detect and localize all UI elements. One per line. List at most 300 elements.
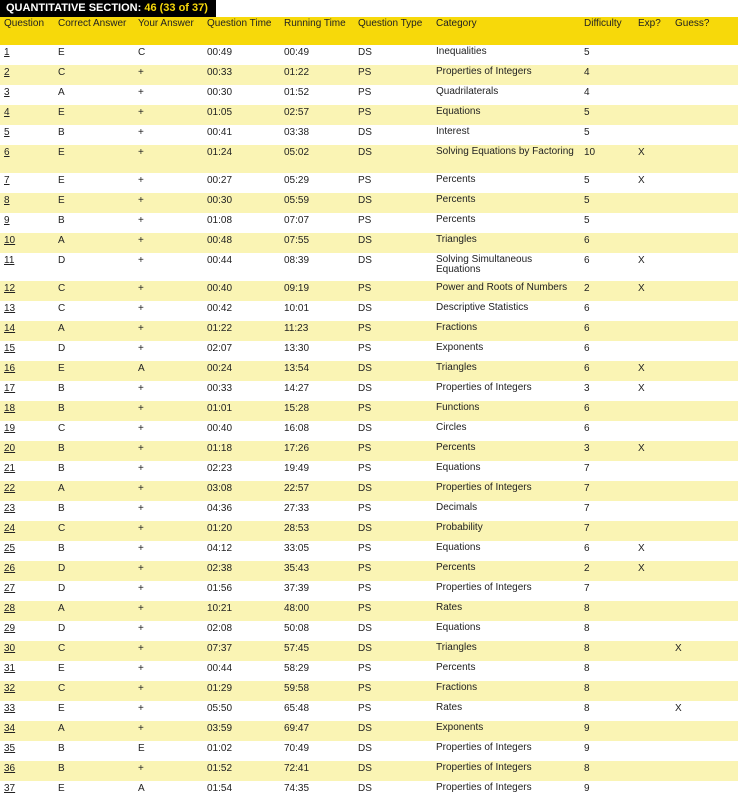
question-type-cell: DS: [358, 723, 372, 734]
guess-flag-cell: [671, 681, 738, 701]
explanation-flag-cell: [634, 661, 671, 681]
question-cell: [0, 65, 54, 85]
question-cell: [0, 401, 54, 421]
question-cell: [0, 45, 54, 65]
your-answer-cell: +: [138, 323, 144, 334]
question-cell: [0, 481, 54, 501]
question-cell: [0, 761, 54, 781]
correct-answer-cell: A: [58, 323, 65, 334]
running-time-cell: 05:02: [284, 147, 310, 158]
running-time-cell: 09:19: [284, 283, 310, 294]
correct-answer-cell: B: [58, 383, 65, 394]
category-cell: Power and Roots of Numbers: [436, 282, 568, 293]
running-time-cell: 17:26: [284, 443, 310, 454]
table-row: [0, 105, 738, 125]
category-cell: Interest: [436, 126, 470, 137]
category-cell: Properties of Integers: [436, 742, 532, 753]
correct-answer-cell: B: [58, 543, 65, 554]
question-time-cell: 00:40: [207, 423, 233, 434]
difficulty-cell: 6: [584, 423, 590, 434]
question-link[interactable]: 9: [4, 215, 10, 226]
question-time-cell: 05:50: [207, 703, 233, 714]
category-cell: Rates: [436, 702, 463, 713]
table-row: [0, 361, 738, 381]
guess-flag-cell: [671, 481, 738, 501]
question-type-cell: PS: [358, 323, 372, 334]
your-answer-cell: +: [138, 583, 144, 594]
question-cell: [0, 105, 54, 125]
question-link[interactable]: 27: [4, 583, 16, 594]
question-cell: [0, 341, 54, 361]
correct-answer-cell: D: [58, 623, 66, 634]
table-row: [0, 441, 738, 461]
question-type-cell: PS: [358, 543, 372, 554]
question-link[interactable]: 21: [4, 463, 16, 474]
running-time-cell: 19:49: [284, 463, 310, 474]
question-time-cell: 00:44: [207, 255, 233, 266]
running-time-cell: 33:05: [284, 543, 310, 554]
guess-flag-cell: X: [675, 643, 682, 654]
running-time-cell: 07:55: [284, 235, 310, 246]
your-answer-cell: +: [138, 663, 144, 674]
correct-answer-cell: E: [58, 147, 65, 158]
category-cell: Percents: [436, 214, 476, 225]
your-answer-cell: A: [138, 363, 145, 374]
question-link[interactable]: 1: [4, 47, 10, 58]
running-time-cell: 69:47: [284, 723, 310, 734]
category-cell: Circles: [436, 422, 467, 433]
question-cell: [0, 561, 54, 581]
question-cell: [0, 521, 54, 541]
your-answer-cell: +: [138, 503, 144, 514]
guess-flag-cell: [671, 301, 738, 321]
your-answer-cell: +: [138, 195, 144, 206]
question-time-cell: 00:24: [207, 363, 233, 374]
question-link[interactable]: 28: [4, 603, 16, 614]
question-time-cell: 03:59: [207, 723, 233, 734]
correct-answer-cell: D: [58, 583, 66, 594]
question-cell: [0, 361, 54, 381]
question-link[interactable]: 30: [4, 643, 16, 654]
question-time-cell: 01:24: [207, 147, 233, 158]
question-link[interactable]: 36: [4, 763, 16, 774]
running-time-cell: 02:57: [284, 107, 310, 118]
guess-flag-cell: [671, 253, 738, 281]
difficulty-cell: 5: [584, 175, 590, 186]
question-time-cell: 03:08: [207, 483, 233, 494]
category-cell: Fractions: [436, 682, 478, 693]
question-cell: [0, 661, 54, 681]
category-cell: Exponents: [436, 342, 484, 353]
question-cell: [0, 213, 54, 233]
guess-flag-cell: [671, 233, 738, 253]
question-type-cell: PS: [358, 107, 372, 118]
difficulty-cell: 5: [584, 127, 590, 138]
explanation-flag-cell: [634, 65, 671, 85]
guess-flag-cell: [671, 561, 738, 581]
your-answer-cell: +: [138, 255, 144, 266]
difficulty-cell: 7: [584, 523, 590, 534]
question-link[interactable]: 26: [4, 563, 16, 574]
explanation-flag-cell: [634, 721, 671, 741]
question-link[interactable]: 37: [4, 783, 16, 794]
question-type-cell: DS: [358, 47, 372, 58]
difficulty-cell: 2: [584, 563, 590, 574]
your-answer-cell: +: [138, 303, 144, 314]
running-time-cell: 74:35: [284, 783, 310, 794]
difficulty-cell: 6: [584, 363, 590, 374]
question-type-cell: PS: [358, 683, 372, 694]
explanation-flag-cell: [634, 321, 671, 341]
table-row: [0, 45, 738, 65]
explanation-flag-cell: X: [638, 175, 645, 186]
your-answer-cell: +: [138, 147, 144, 158]
col-header-question-time: Question Time: [207, 18, 272, 29]
question-link[interactable]: 11: [4, 255, 15, 266]
explanation-flag-cell: X: [638, 443, 645, 454]
question-link[interactable]: 6: [4, 147, 10, 158]
difficulty-cell: 7: [584, 483, 590, 494]
question-link[interactable]: 8: [4, 195, 10, 206]
question-type-cell: PS: [358, 87, 372, 98]
running-time-cell: 05:59: [284, 195, 310, 206]
results-table: [0, 17, 738, 801]
your-answer-cell: C: [138, 47, 146, 58]
question-cell: [0, 301, 54, 321]
your-answer-cell: E: [138, 743, 145, 754]
question-type-cell: DS: [358, 383, 372, 394]
explanation-flag-cell: X: [638, 563, 645, 574]
question-time-cell: 04:36: [207, 503, 233, 514]
guess-flag-cell: [671, 125, 738, 145]
your-answer-cell: +: [138, 283, 144, 294]
question-cell: [0, 281, 54, 301]
explanation-flag-cell: [634, 681, 671, 701]
explanation-flag-cell: [634, 341, 671, 361]
explanation-flag-cell: [634, 781, 671, 801]
explanation-flag-cell: [634, 421, 671, 441]
question-cell: [0, 741, 54, 761]
question-link[interactable]: 14: [4, 323, 16, 334]
running-time-cell: 03:38: [284, 127, 310, 138]
question-cell: [0, 381, 54, 401]
correct-answer-cell: C: [58, 523, 66, 534]
question-time-cell: 00:33: [207, 383, 233, 394]
question-type-cell: PS: [358, 463, 372, 474]
explanation-flag-cell: [634, 125, 671, 145]
your-answer-cell: +: [138, 107, 144, 118]
your-answer-cell: +: [138, 423, 144, 434]
question-link[interactable]: 2: [4, 67, 10, 78]
guess-flag-cell: [671, 173, 738, 193]
table-row: [0, 561, 738, 581]
category-cell: Rates: [436, 602, 463, 613]
question-type-cell: DS: [358, 783, 372, 794]
question-time-cell: 00:33: [207, 67, 233, 78]
category-cell: Properties of Integers: [436, 382, 532, 393]
question-link[interactable]: 24: [4, 523, 16, 534]
correct-answer-cell: B: [58, 403, 65, 414]
table-header-row: [0, 17, 738, 45]
running-time-cell: 01:22: [284, 67, 310, 78]
guess-flag-cell: [671, 521, 738, 541]
guess-flag-cell: [671, 721, 738, 741]
question-type-cell: PS: [358, 503, 372, 514]
question-link[interactable]: 18: [4, 403, 16, 414]
question-time-cell: 00:48: [207, 235, 233, 246]
table-row: [0, 661, 738, 681]
question-time-cell: 10:21: [207, 603, 233, 614]
running-time-cell: 70:49: [284, 743, 310, 754]
category-cell: Quadrilaterals: [436, 86, 499, 97]
explanation-flag-cell: [634, 741, 671, 761]
your-answer-cell: +: [138, 67, 144, 78]
correct-answer-cell: B: [58, 127, 65, 138]
running-time-cell: 14:27: [284, 383, 310, 394]
difficulty-cell: 6: [584, 303, 590, 314]
table-row: [0, 701, 738, 721]
category-cell: Inequalities: [436, 46, 487, 57]
explanation-flag-cell: [634, 701, 671, 721]
section-title: QUANTITATIVE SECTION:: [6, 2, 142, 14]
question-link[interactable]: 16: [4, 363, 16, 374]
guess-flag-cell: [671, 621, 738, 641]
question-time-cell: 02:07: [207, 343, 233, 354]
your-answer-cell: +: [138, 683, 144, 694]
table-row: [0, 401, 738, 421]
category-cell: Equations: [436, 542, 481, 553]
difficulty-cell: 8: [584, 623, 590, 634]
explanation-flag-cell: [634, 85, 671, 105]
difficulty-cell: 6: [584, 543, 590, 554]
question-cell: [0, 193, 54, 213]
question-cell: [0, 601, 54, 621]
your-answer-cell: +: [138, 87, 144, 98]
your-answer-cell: +: [138, 127, 144, 138]
guess-flag-cell: [671, 461, 738, 481]
running-time-cell: 15:28: [284, 403, 310, 414]
your-answer-cell: +: [138, 703, 144, 714]
category-cell: Properties of Integers: [436, 762, 532, 773]
question-time-cell: 00:40: [207, 283, 233, 294]
explanation-flag-cell: [634, 213, 671, 233]
table-row: [0, 253, 738, 281]
question-type-cell: PS: [358, 283, 372, 294]
difficulty-cell: 6: [584, 403, 590, 414]
running-time-cell: 07:07: [284, 215, 310, 226]
category-cell: Solving Simultaneous Equations: [436, 254, 533, 275]
question-type-cell: PS: [358, 403, 372, 414]
question-time-cell: 01:29: [207, 683, 233, 694]
question-type-cell: PS: [358, 663, 372, 674]
guess-flag-cell: [671, 213, 738, 233]
question-cell: [0, 145, 54, 173]
question-link[interactable]: 29: [4, 623, 16, 634]
question-type-cell: DS: [358, 763, 372, 774]
table-row: [0, 281, 738, 301]
question-time-cell: 07:37: [207, 643, 233, 654]
question-type-cell: PS: [358, 67, 372, 78]
category-cell: Equations: [436, 106, 481, 117]
guess-flag-cell: [671, 361, 738, 381]
table-row: [0, 65, 738, 85]
question-type-cell: DS: [358, 195, 372, 206]
guess-flag-cell: [671, 421, 738, 441]
correct-answer-cell: A: [58, 603, 65, 614]
explanation-flag-cell: [634, 105, 671, 125]
correct-answer-cell: C: [58, 423, 66, 434]
question-time-cell: 01:22: [207, 323, 233, 334]
running-time-cell: 58:29: [284, 663, 310, 674]
guess-flag-cell: [671, 541, 738, 561]
correct-answer-cell: E: [58, 47, 65, 58]
explanation-flag-cell: X: [638, 383, 645, 394]
question-link[interactable]: 13: [4, 303, 16, 314]
table-row: [0, 301, 738, 321]
question-cell: [0, 321, 54, 341]
question-link[interactable]: 7: [4, 175, 10, 186]
question-link[interactable]: 23: [4, 503, 16, 514]
correct-answer-cell: A: [58, 723, 65, 734]
question-time-cell: 00:30: [207, 195, 233, 206]
table-row: [0, 761, 738, 781]
question-link[interactable]: 12: [4, 283, 16, 294]
question-link[interactable]: 22: [4, 483, 16, 494]
explanation-flag-cell: [634, 193, 671, 213]
difficulty-cell: 4: [584, 67, 590, 78]
question-link[interactable]: 31: [4, 663, 16, 674]
question-link[interactable]: 15: [4, 343, 16, 354]
section-header: [0, 0, 216, 17]
correct-answer-cell: E: [58, 703, 65, 714]
correct-answer-cell: A: [58, 87, 65, 98]
question-link[interactable]: 20: [4, 443, 16, 454]
correct-answer-cell: C: [58, 67, 66, 78]
correct-answer-cell: A: [58, 483, 65, 494]
running-time-cell: 59:58: [284, 683, 310, 694]
running-time-cell: 13:30: [284, 343, 310, 354]
your-answer-cell: +: [138, 603, 144, 614]
question-time-cell: 00:27: [207, 175, 233, 186]
explanation-flag-cell: [634, 761, 671, 781]
question-link[interactable]: 34: [4, 723, 16, 734]
table-row: [0, 321, 738, 341]
question-time-cell: 01:18: [207, 443, 233, 454]
col-header-correct-answer: Correct Answer: [58, 18, 127, 29]
correct-answer-cell: E: [58, 195, 65, 206]
correct-answer-cell: D: [58, 343, 66, 354]
question-link[interactable]: 17: [4, 383, 16, 394]
question-link[interactable]: 32: [4, 683, 16, 694]
explanation-flag-cell: [634, 45, 671, 65]
guess-flag-cell: [671, 65, 738, 85]
question-time-cell: 02:23: [207, 463, 233, 474]
difficulty-cell: 6: [584, 323, 590, 334]
question-link[interactable]: 33: [4, 703, 16, 714]
guess-flag-cell: [671, 193, 738, 213]
question-link[interactable]: 4: [4, 107, 10, 118]
difficulty-cell: 7: [584, 463, 590, 474]
table-row: [0, 601, 738, 621]
explanation-flag-cell: X: [638, 255, 645, 266]
difficulty-cell: 6: [584, 343, 590, 354]
category-cell: Properties of Integers: [436, 582, 532, 593]
explanation-flag-cell: [634, 233, 671, 253]
guess-flag-cell: [671, 401, 738, 421]
explanation-flag-cell: [634, 621, 671, 641]
difficulty-cell: 8: [584, 703, 590, 714]
question-type-cell: DS: [358, 523, 372, 534]
guess-flag-cell: [671, 601, 738, 621]
table-row: [0, 461, 738, 481]
question-type-cell: DS: [358, 363, 372, 374]
question-type-cell: PS: [358, 563, 372, 574]
guess-flag-cell: [671, 761, 738, 781]
guess-flag-cell: [671, 321, 738, 341]
question-link[interactable]: 5: [4, 127, 10, 138]
table-row: [0, 213, 738, 233]
your-answer-cell: +: [138, 763, 144, 774]
question-time-cell: 04:12: [207, 543, 233, 554]
question-link[interactable]: 35: [4, 743, 16, 754]
correct-answer-cell: B: [58, 763, 65, 774]
question-cell: [0, 501, 54, 521]
question-type-cell: PS: [358, 175, 372, 186]
question-cell: [0, 173, 54, 193]
category-cell: Triangles: [436, 234, 477, 245]
question-cell: [0, 681, 54, 701]
running-time-cell: 27:33: [284, 503, 310, 514]
guess-flag-cell: [671, 381, 738, 401]
category-cell: Properties of Integers: [436, 782, 532, 793]
difficulty-cell: 9: [584, 723, 590, 734]
guess-flag-cell: [671, 501, 738, 521]
correct-answer-cell: C: [58, 303, 66, 314]
question-time-cell: 02:38: [207, 563, 233, 574]
question-cell: [0, 621, 54, 641]
difficulty-cell: 4: [584, 87, 590, 98]
category-cell: Properties of Integers: [436, 482, 532, 493]
explanation-flag-cell: [634, 501, 671, 521]
difficulty-cell: 5: [584, 47, 590, 58]
category-cell: Probability: [436, 522, 483, 533]
question-time-cell: 00:30: [207, 87, 233, 98]
question-time-cell: 01:52: [207, 763, 233, 774]
table-row: [0, 381, 738, 401]
explanation-flag-cell: [634, 521, 671, 541]
difficulty-cell: 7: [584, 503, 590, 514]
correct-answer-cell: D: [58, 563, 66, 574]
your-answer-cell: +: [138, 343, 144, 354]
running-time-cell: 28:53: [284, 523, 310, 534]
table-row: [0, 193, 738, 213]
explanation-flag-cell: [634, 301, 671, 321]
correct-answer-cell: B: [58, 215, 65, 226]
table-row: [0, 581, 738, 601]
question-link[interactable]: 10: [4, 235, 16, 246]
your-answer-cell: +: [138, 383, 144, 394]
your-answer-cell: +: [138, 463, 144, 474]
question-time-cell: 01:01: [207, 403, 233, 414]
question-link[interactable]: 19: [4, 423, 16, 434]
difficulty-cell: 5: [584, 195, 590, 206]
table-row: [0, 125, 738, 145]
explanation-flag-cell: X: [638, 147, 645, 158]
question-cell: [0, 233, 54, 253]
question-link[interactable]: 25: [4, 543, 16, 554]
running-time-cell: 08:39: [284, 255, 310, 266]
question-link[interactable]: 3: [4, 87, 10, 98]
